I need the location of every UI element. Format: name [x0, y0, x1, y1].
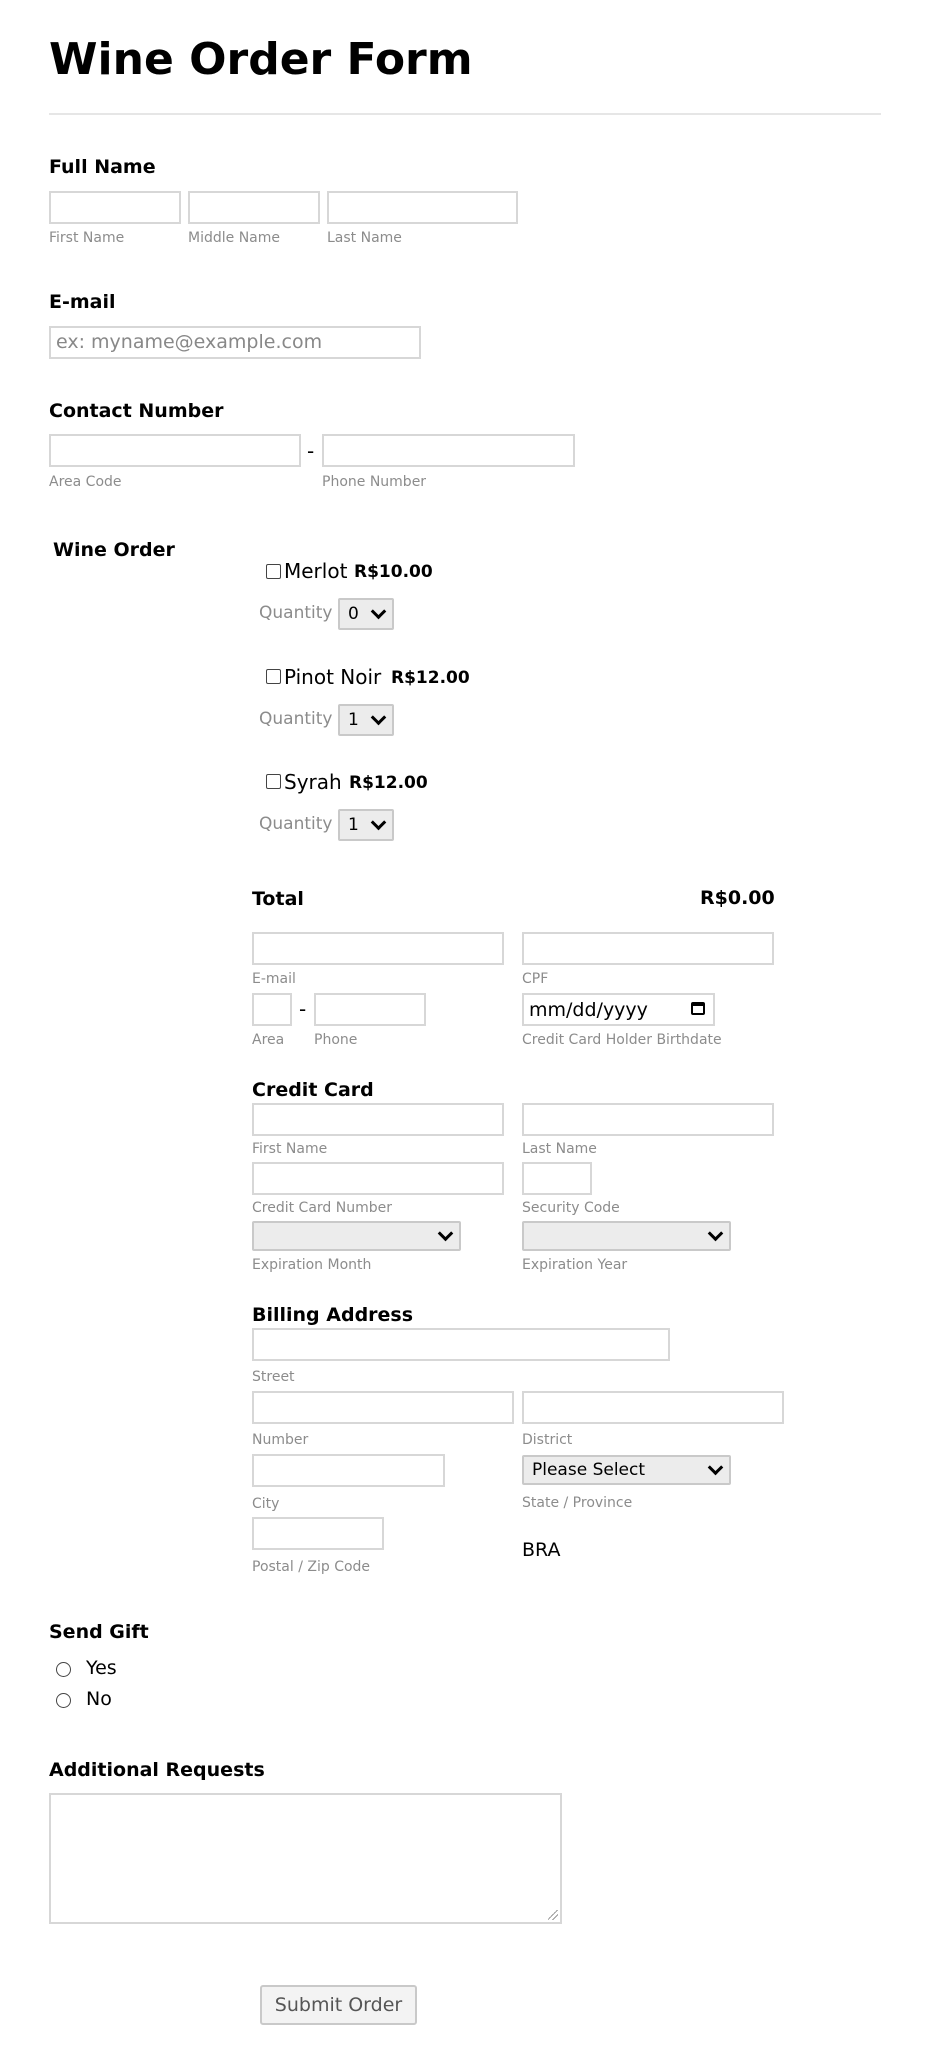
card-last-name-sublabel: Last Name: [522, 1141, 597, 1157]
street-input[interactable]: [252, 1328, 670, 1361]
state-select[interactable]: [522, 1455, 731, 1485]
district-input[interactable]: [522, 1391, 784, 1424]
payer-phone-sublabel: Phone: [314, 1032, 358, 1048]
additional-requests-textarea[interactable]: [49, 1793, 562, 1924]
birthdate-sublabel: Credit Card Holder Birthdate: [522, 1032, 722, 1048]
middle-name-input[interactable]: [188, 191, 320, 224]
product-name: Syrah: [284, 770, 342, 794]
merlot-quantity-select[interactable]: [338, 598, 394, 630]
payer-phone-dash: -: [299, 997, 307, 1021]
card-first-name-sublabel: First Name: [252, 1141, 328, 1157]
gift-yes-radio[interactable]: [56, 1662, 71, 1677]
additional-requests-label: Additional Requests: [49, 1759, 265, 1781]
wine-order-label: Wine Order: [53, 539, 175, 561]
submit-order-button[interactable]: Submit Order: [260, 1985, 417, 2025]
email-input[interactable]: [49, 326, 421, 359]
phone-number-input[interactable]: [322, 434, 575, 467]
last-name-input[interactable]: [327, 191, 518, 224]
product-price: R$10.00: [354, 562, 433, 582]
middle-name-sublabel: Middle Name: [188, 230, 280, 246]
quantity-value: 1: [348, 815, 359, 835]
calendar-icon[interactable]: [691, 1002, 705, 1015]
credit-card-label: Credit Card: [252, 1079, 374, 1101]
cpf-input[interactable]: [522, 932, 774, 965]
email-label: E-mail: [49, 291, 116, 313]
area-code-input[interactable]: [49, 434, 301, 467]
birthdate-value: mm/dd/yyyy: [529, 999, 648, 1021]
expiration-year-select[interactable]: [522, 1221, 731, 1251]
state-sublabel: State / Province: [522, 1495, 633, 1511]
chevron-down-icon: [371, 710, 387, 726]
billing-address-label: Billing Address: [252, 1304, 414, 1326]
payer-email-input[interactable]: [252, 932, 504, 965]
quantity-value: 0: [348, 604, 359, 624]
chevron-down-icon: [438, 1226, 454, 1242]
chevron-down-icon: [708, 1226, 724, 1242]
street-sublabel: Street: [252, 1369, 295, 1385]
expiration-month-sublabel: Expiration Month: [252, 1257, 372, 1273]
quantity-label: Quantity: [259, 603, 333, 623]
card-number-input[interactable]: [252, 1162, 504, 1195]
product-name: Merlot: [284, 559, 348, 583]
resize-grip-icon[interactable]: [548, 1910, 558, 1920]
zip-input[interactable]: [252, 1517, 384, 1550]
send-gift-label: Send Gift: [49, 1621, 149, 1643]
pinot-noir-quantity-select[interactable]: [338, 704, 394, 736]
pinot-noir-checkbox[interactable]: [266, 669, 281, 684]
birthdate-input[interactable]: [522, 993, 715, 1026]
security-code-input[interactable]: [522, 1162, 592, 1195]
gift-no-radio[interactable]: [56, 1693, 71, 1708]
full-name-label: Full Name: [49, 156, 156, 178]
area-code-sublabel: Area Code: [49, 474, 122, 490]
payer-phone-input[interactable]: [314, 993, 426, 1026]
syrah-quantity-select[interactable]: [338, 809, 394, 841]
quantity-value: 1: [348, 710, 359, 730]
chevron-down-icon: [371, 815, 387, 831]
quantity-label: Quantity: [259, 814, 333, 834]
total-value: R$0.00: [700, 887, 775, 909]
gift-yes-label: Yes: [86, 1657, 117, 1679]
cpf-sublabel: CPF: [522, 971, 549, 987]
chevron-down-icon: [371, 604, 387, 620]
quantity-label: Quantity: [259, 709, 333, 729]
contact-dash: -: [307, 439, 315, 463]
payer-area-input[interactable]: [252, 993, 292, 1026]
city-input[interactable]: [252, 1454, 445, 1487]
expiration-year-sublabel: Expiration Year: [522, 1257, 628, 1273]
merlot-checkbox[interactable]: [266, 564, 281, 579]
card-first-name-input[interactable]: [252, 1103, 504, 1136]
last-name-sublabel: Last Name: [327, 230, 402, 246]
district-sublabel: District: [522, 1432, 573, 1448]
country-value: BRA: [522, 1539, 561, 1561]
first-name-sublabel: First Name: [49, 230, 125, 246]
total-label: Total: [252, 888, 304, 910]
number-input[interactable]: [252, 1391, 514, 1424]
gift-no-label: No: [86, 1688, 112, 1710]
payer-email-sublabel: E-mail: [252, 971, 296, 987]
zip-sublabel: Postal / Zip Code: [252, 1559, 371, 1575]
contact-number-label: Contact Number: [49, 400, 224, 422]
expiration-month-select[interactable]: [252, 1221, 461, 1251]
product-name: Pinot Noir: [284, 665, 382, 689]
product-price: R$12.00: [391, 668, 470, 688]
card-number-sublabel: Credit Card Number: [252, 1200, 392, 1216]
number-sublabel: Number: [252, 1432, 309, 1448]
chevron-down-icon: [708, 1460, 724, 1476]
card-last-name-input[interactable]: [522, 1103, 774, 1136]
email-placeholder: ex: myname@example.com: [56, 331, 323, 353]
first-name-input[interactable]: [49, 191, 181, 224]
product-price: R$12.00: [349, 773, 428, 793]
city-sublabel: City: [252, 1496, 280, 1512]
title-divider: [49, 113, 881, 115]
page-title: Wine Order Form: [49, 34, 473, 85]
security-code-sublabel: Security Code: [522, 1200, 620, 1216]
payer-area-sublabel: Area: [252, 1032, 285, 1048]
syrah-checkbox[interactable]: [266, 774, 281, 789]
phone-number-sublabel: Phone Number: [322, 474, 427, 490]
state-value: Please Select: [532, 1460, 646, 1480]
